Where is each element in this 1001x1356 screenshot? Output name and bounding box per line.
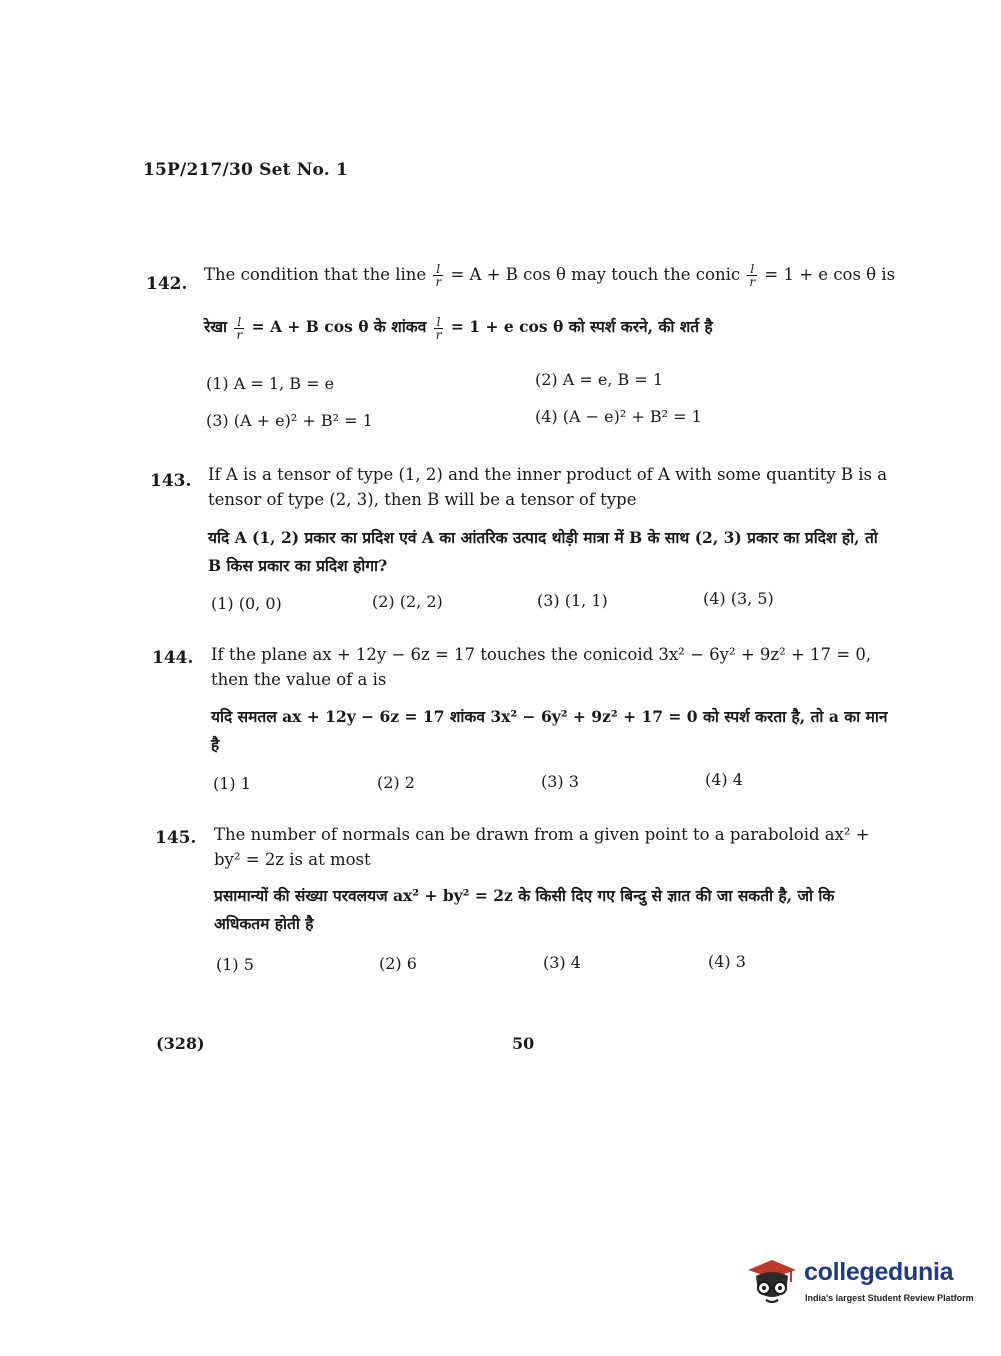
- option-4[interactable]: (4) (3, 5): [703, 589, 774, 608]
- frac-num: l: [747, 263, 757, 276]
- footer-code: (328): [156, 1034, 205, 1053]
- frac-num: l: [434, 316, 444, 329]
- option-3[interactable]: (3) 3: [541, 772, 579, 791]
- question-text-hi: प्रसामान्यों की संख्या परवलयज ax² + by² = 2z के किसी दिए गए बिन्दु से ज्ञात की जा सकती है, जो कि अधिकतम होती है: [214, 886, 835, 933]
- text-part: रेखा: [204, 317, 228, 336]
- question-text-hi: यदि समतल ax + 12y − 6z = 17 शांकव 3x² − 6y² + 9z² + 17 = 0 को स्पर्श करता है, तो a का मान है: [211, 707, 888, 754]
- text-part: = A + B cos θ may touch the conic: [450, 265, 741, 284]
- option-1[interactable]: (1) 5: [216, 955, 254, 974]
- option-4[interactable]: (4) 3: [708, 952, 746, 971]
- frac-num: l: [234, 316, 244, 329]
- frac-den: r: [435, 275, 442, 289]
- frac-den: r: [236, 327, 243, 342]
- question-number: 144.: [152, 648, 194, 668]
- text-part: The condition that the line: [204, 265, 427, 284]
- frac-den: r: [749, 275, 756, 289]
- option-1[interactable]: (1) A = 1, B = e: [206, 374, 335, 393]
- question-text-hi: [204, 313, 894, 341]
- logo-tagline: India's largest Student Review Platform: [805, 1293, 974, 1303]
- option-1[interactable]: (1) (0, 0): [211, 594, 282, 613]
- option-3[interactable]: (3) (A + e)² + B² = 1: [206, 411, 373, 430]
- frac-den: r: [435, 327, 442, 342]
- mascot-icon: [742, 1252, 800, 1310]
- page-number: 50: [512, 1034, 535, 1053]
- option-2[interactable]: (2) 6: [379, 954, 417, 973]
- collegedunia-logo: [742, 1252, 972, 1314]
- text-part: = 1 + e cos θ is: [764, 265, 896, 284]
- option-4[interactable]: (4) 4: [705, 770, 743, 789]
- question-number: 145.: [155, 828, 197, 848]
- option-2[interactable]: (2) (2, 2): [372, 592, 443, 611]
- fraction-l-over-r: [433, 263, 443, 288]
- option-1[interactable]: (1) 1: [213, 774, 251, 793]
- question-text-en: If the plane ax + 12y − 6z = 17 touches the conicoid 3x² − 6y² + 9z² + 17 = 0, then the value of a is: [211, 645, 872, 689]
- paper-code: 15P/217/30 Set No. 1: [143, 160, 349, 180]
- fraction-l-over-r: [747, 263, 757, 288]
- option-3[interactable]: (3) (1, 1): [537, 591, 608, 610]
- question-number: 143.: [150, 471, 192, 491]
- question-text-hi: यदि A (1, 2) प्रकार का प्रदिश एवं A का आंतरिक उत्पाद थोड़ी मात्रा में B के साथ (2, 3) प्रकार का प्रदिश हो, तो B किस प्रकार का प्रदिश होगा?: [208, 528, 878, 575]
- question-number: 142.: [146, 274, 188, 294]
- option-4[interactable]: (4) (A − e)² + B² = 1: [535, 407, 702, 426]
- text-part: = 1 + e cos θ को स्पर्श करने, की शर्त है: [450, 317, 713, 336]
- logo-name: collegedunia: [804, 1258, 954, 1286]
- option-2[interactable]: (2) A = e, B = 1: [535, 370, 664, 389]
- question-text-en: If A is a tensor of type (1, 2) and the inner product of A with some quantity B is a tensor of type (2, 3), then B will be a tensor of type: [208, 465, 888, 509]
- question-text-en: [204, 262, 894, 288]
- option-3[interactable]: (3) 4: [543, 953, 581, 972]
- fraction-l-over-r: [234, 316, 244, 341]
- frac-num: l: [433, 263, 443, 276]
- text-part: = A + B cos θ के शांकव: [251, 317, 427, 336]
- fraction-l-over-r: [434, 316, 444, 341]
- option-2[interactable]: (2) 2: [377, 773, 415, 792]
- question-text-en: The number of normals can be drawn from a given point to a paraboloid ax² + by² = 2z is at most: [214, 825, 870, 869]
